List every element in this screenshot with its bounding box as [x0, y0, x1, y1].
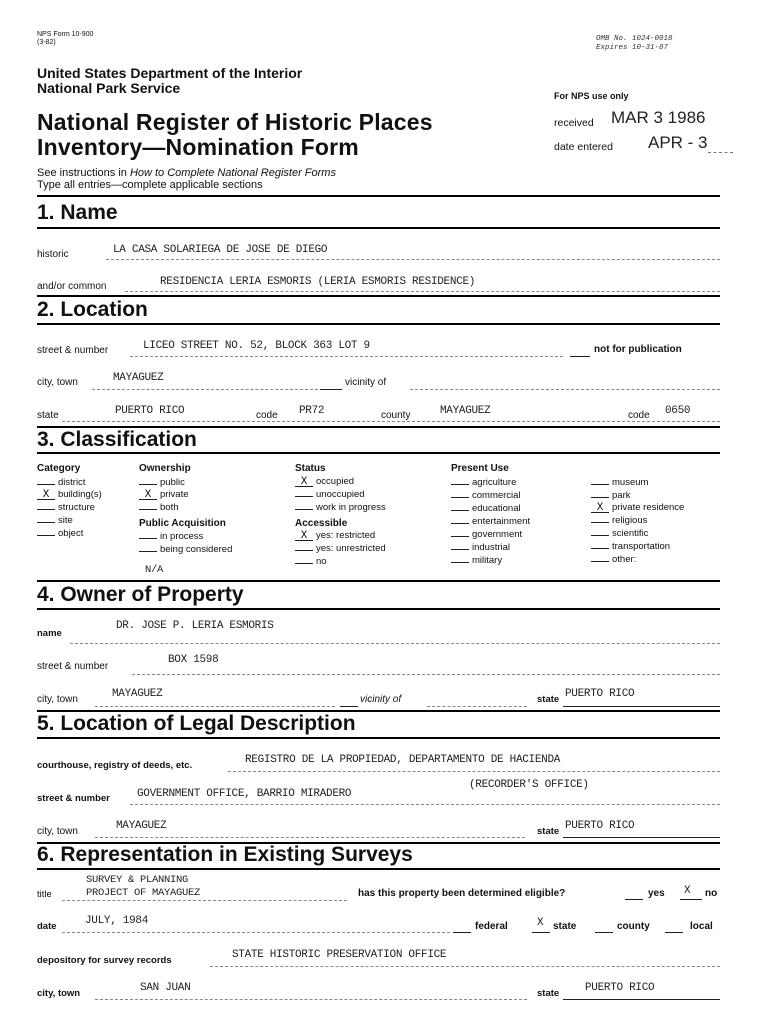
legal-state[interactable]: PUERTO RICO [565, 820, 635, 832]
owner-street[interactable]: BOX 1598 [168, 654, 219, 666]
code2-label: code [628, 410, 650, 421]
local-survey-label: local [690, 921, 713, 932]
eligible-yes-label: yes [648, 888, 665, 899]
owner-name[interactable]: DR. JOSE P. LERIA ESMORIS [116, 620, 274, 632]
present-use-option[interactable] [591, 476, 684, 489]
status-label: occupied [316, 476, 355, 487]
present-use-checkbox[interactable] [451, 502, 469, 511]
present-use-checkbox[interactable] [451, 554, 469, 563]
present-use-checkbox[interactable] [591, 489, 609, 498]
present-use-label: scientific [612, 528, 649, 539]
survey-date[interactable]: JULY, 1984 [85, 915, 149, 927]
status-option[interactable] [295, 476, 386, 488]
category-checkbox[interactable] [37, 527, 55, 536]
public-acquisition-label: in process [160, 531, 204, 542]
dept-line-1: United States Department of the Interior [37, 65, 303, 81]
owner-city-label: city, town [37, 694, 78, 705]
city-label: city, town [37, 377, 78, 388]
status-option[interactable] [295, 501, 386, 514]
present-use-checkbox[interactable] [451, 476, 469, 485]
state-survey-mark[interactable]: X [537, 917, 544, 929]
code2-value[interactable]: 0650 [665, 405, 691, 417]
state-survey-label: state [553, 921, 577, 932]
state-label: state [37, 410, 59, 421]
owner-name-label: name [37, 628, 62, 639]
present-use-checkbox[interactable] [451, 515, 469, 524]
survey-title-label: title [37, 889, 52, 900]
category-heading: Category [37, 463, 81, 474]
courthouse-value-2[interactable]: (RECORDER'S OFFICE) [469, 779, 589, 791]
status-heading: Status [295, 463, 326, 474]
category-option[interactable] [37, 501, 102, 514]
category-option[interactable] [37, 489, 102, 501]
public-acquisition-checkbox[interactable] [139, 530, 157, 539]
ownership-checkbox[interactable] [139, 501, 157, 510]
present-use-option[interactable] [591, 527, 684, 540]
public-acquisition-label: being considered [160, 544, 233, 555]
category-label: object [58, 528, 84, 539]
status-option[interactable] [295, 488, 386, 501]
common-name-label: and/or common [37, 281, 107, 292]
owner-street-label: street & number [37, 661, 109, 672]
status-checkbox[interactable] [295, 501, 313, 510]
received-value: MAR 3 1986 [611, 108, 706, 127]
legal-street[interactable]: GOVERNMENT OFFICE, BARRIO MIRADERO [137, 788, 352, 800]
historic-name[interactable]: LA CASA SOLARIEGA DE JOSE DE DIEGO [113, 244, 328, 256]
date-entered-label: date entered [554, 141, 613, 153]
date-entered-value: APR - 3 [648, 133, 708, 152]
section-5-heading: 5. Location of Legal Description [37, 712, 356, 735]
accessible-option[interactable] [295, 555, 386, 568]
survey-title-2[interactable]: PROJECT OF MAYAGUEZ [86, 887, 201, 899]
ownership-checkbox[interactable]: X [139, 491, 157, 500]
present-use-option[interactable] [451, 476, 530, 489]
legal-street-label: street & number [37, 793, 110, 804]
present-use-label: government [472, 529, 523, 540]
ownership-label: public [160, 477, 185, 488]
accessible-label: yes: unrestricted [316, 543, 386, 554]
present-use-checkbox[interactable] [591, 527, 609, 536]
owner-state[interactable]: PUERTO RICO [565, 688, 635, 700]
accessible-checkbox[interactable] [295, 542, 313, 551]
depository-value[interactable]: STATE HISTORIC PRESERVATION OFFICE [232, 949, 447, 961]
present-use-heading: Present Use [451, 463, 509, 474]
city-value[interactable]: MAYAGUEZ [113, 372, 164, 384]
county-value[interactable]: MAYAGUEZ [440, 405, 491, 417]
section-3-heading: 3. Classification [37, 428, 197, 451]
present-use-option[interactable] [451, 554, 530, 567]
present-use-checkbox[interactable]: X [591, 504, 609, 513]
present-use-label: commercial [472, 490, 521, 501]
present-use-option[interactable] [451, 541, 530, 554]
status-label: work in progress [316, 502, 386, 513]
form-title-2: Inventory—Nomination Form [37, 134, 359, 160]
section-2-heading: 2. Location [37, 298, 148, 321]
ownership-option[interactable] [139, 489, 189, 501]
present-use-option[interactable] [591, 540, 684, 553]
eligible-no-mark[interactable]: X [684, 885, 691, 897]
depository-state-label: state [537, 988, 560, 999]
instructions-line-2: Type all entries—complete applicable sections [37, 179, 263, 191]
courthouse-value[interactable]: REGISTRO DE LA PROPIEDAD, DEPARTAMENTO DE HACIENDA [245, 754, 561, 766]
vicinity-label: vicinity of [345, 377, 387, 388]
present-use-checkbox[interactable] [451, 489, 469, 498]
public-acquisition-option[interactable] [139, 530, 232, 543]
present-use-option[interactable] [451, 489, 530, 502]
category-checkbox[interactable] [37, 514, 55, 523]
present-use-checkbox[interactable] [451, 541, 469, 550]
federal-label: federal [475, 921, 508, 932]
accessible-checkbox[interactable]: X [295, 532, 313, 541]
survey-date-label: date [37, 921, 57, 932]
not-for-publication: not for publication [594, 344, 682, 355]
nps-use-only: For NPS use only [554, 91, 629, 101]
county-survey-label: county [617, 921, 650, 932]
present-use-label: religious [612, 515, 648, 526]
present-use-label: museum [612, 477, 649, 488]
present-use-option[interactable] [591, 553, 684, 566]
status-checkbox[interactable]: X [295, 478, 313, 487]
omb-expires: Expires 10-31-87 [596, 44, 669, 52]
ownership-option[interactable] [139, 501, 189, 514]
survey-title-1[interactable]: SURVEY & PLANNING [86, 874, 189, 886]
street-value[interactable]: LICEO STREET NO. 52, BLOCK 363 LOT 9 [143, 340, 370, 352]
form-number: NPS Form 10-900 [37, 31, 94, 38]
public-acquisition-value[interactable]: N/A [145, 564, 164, 576]
form-title-1: National Register of Historic Places [37, 109, 433, 135]
ownership-heading: Ownership [139, 463, 191, 474]
ownership-checkbox[interactable] [139, 476, 157, 485]
accessible-option[interactable] [295, 542, 386, 555]
owner-city[interactable]: MAYAGUEZ [112, 688, 163, 700]
present-use-label: other: [612, 554, 637, 565]
present-use-label: park [612, 490, 631, 501]
depository-label: depository for survey records [37, 955, 172, 966]
present-use-label: agriculture [472, 477, 517, 488]
category-label: building(s) [58, 489, 102, 500]
public-acquisition-option[interactable] [139, 543, 232, 556]
accessible-heading: Accessible [295, 518, 348, 529]
present-use-label: transportation [612, 541, 671, 552]
category-label: district [58, 477, 86, 488]
present-use-label: private residence [612, 502, 685, 513]
category-checkbox[interactable] [37, 476, 55, 485]
status-checkbox[interactable] [295, 488, 313, 497]
status-label: unoccupied [316, 489, 365, 500]
ownership-label: both [160, 502, 179, 513]
present-use-option[interactable] [591, 489, 684, 502]
common-name[interactable]: RESIDENCIA LERIA ESMORIS (LERIA ESMORIS RESIDENCE) [160, 276, 476, 288]
received-label: received [554, 117, 594, 129]
code-value[interactable]: PR72 [299, 405, 325, 417]
depository-city[interactable]: SAN JUAN [140, 982, 191, 994]
instructions: See instructions in How to Complete National Register Forms [37, 167, 336, 179]
state-value[interactable]: PUERTO RICO [115, 405, 185, 417]
owner-state-label: state [537, 694, 560, 705]
category-label: site [58, 515, 73, 526]
section-1-heading: 1. Name [37, 201, 118, 224]
section-6-heading: 6. Representation in Existing Surveys [37, 843, 413, 866]
present-use-option[interactable] [591, 514, 684, 527]
historic-label: historic [37, 249, 69, 260]
accessible-label: yes: restricted [316, 530, 376, 541]
accessible-label: no [316, 556, 327, 567]
present-use-label: industrial [472, 542, 511, 553]
present-use-option[interactable] [451, 515, 530, 528]
accessible-option[interactable] [295, 530, 386, 542]
section-4-heading: 4. Owner of Property [37, 583, 244, 606]
present-use-checkbox[interactable] [591, 540, 609, 549]
eligible-question: has this property been determined eligible? [358, 888, 566, 899]
street-label: street & number [37, 345, 109, 356]
present-use-option[interactable] [451, 502, 530, 515]
courthouse-label: courthouse, registry of deeds, etc. [37, 760, 193, 771]
category-option[interactable] [37, 527, 102, 540]
category-checkbox[interactable]: X [37, 491, 55, 500]
omb-number: OMB No. 1024-0018 [596, 35, 673, 43]
present-use-checkbox[interactable] [451, 528, 469, 537]
eligible-no-label: no [705, 888, 718, 899]
legal-state-label: state [537, 826, 560, 837]
present-use-option[interactable] [591, 502, 684, 514]
public-acquisition-checkbox[interactable] [139, 543, 157, 552]
county-label: county [381, 410, 411, 421]
depository-city-label: city, town [37, 988, 81, 999]
public-acquisition-heading: Public Acquisition [139, 518, 226, 529]
present-use-label: military [472, 555, 503, 566]
present-use-label: entertainment [472, 516, 531, 527]
category-option[interactable] [37, 476, 102, 489]
present-use-option[interactable] [451, 528, 530, 541]
category-checkbox[interactable] [37, 501, 55, 510]
category-label: structure [58, 502, 95, 513]
present-use-checkbox[interactable] [591, 476, 609, 485]
category-option[interactable] [37, 514, 102, 527]
present-use-checkbox[interactable] [591, 514, 609, 523]
depository-state[interactable]: PUERTO RICO [585, 982, 655, 994]
present-use-checkbox[interactable] [591, 553, 609, 562]
ownership-option[interactable] [139, 476, 189, 489]
owner-vicinity-label: vicinity of [360, 694, 402, 705]
legal-city[interactable]: MAYAGUEZ [116, 820, 167, 832]
accessible-checkbox[interactable] [295, 555, 313, 564]
present-use-label: educational [472, 503, 521, 514]
ownership-label: private [160, 489, 189, 500]
form-date: (3-82) [37, 39, 56, 46]
legal-city-label: city, town [37, 826, 78, 837]
code-label: code [256, 410, 278, 421]
dept-line-2: National Park Service [37, 80, 181, 96]
